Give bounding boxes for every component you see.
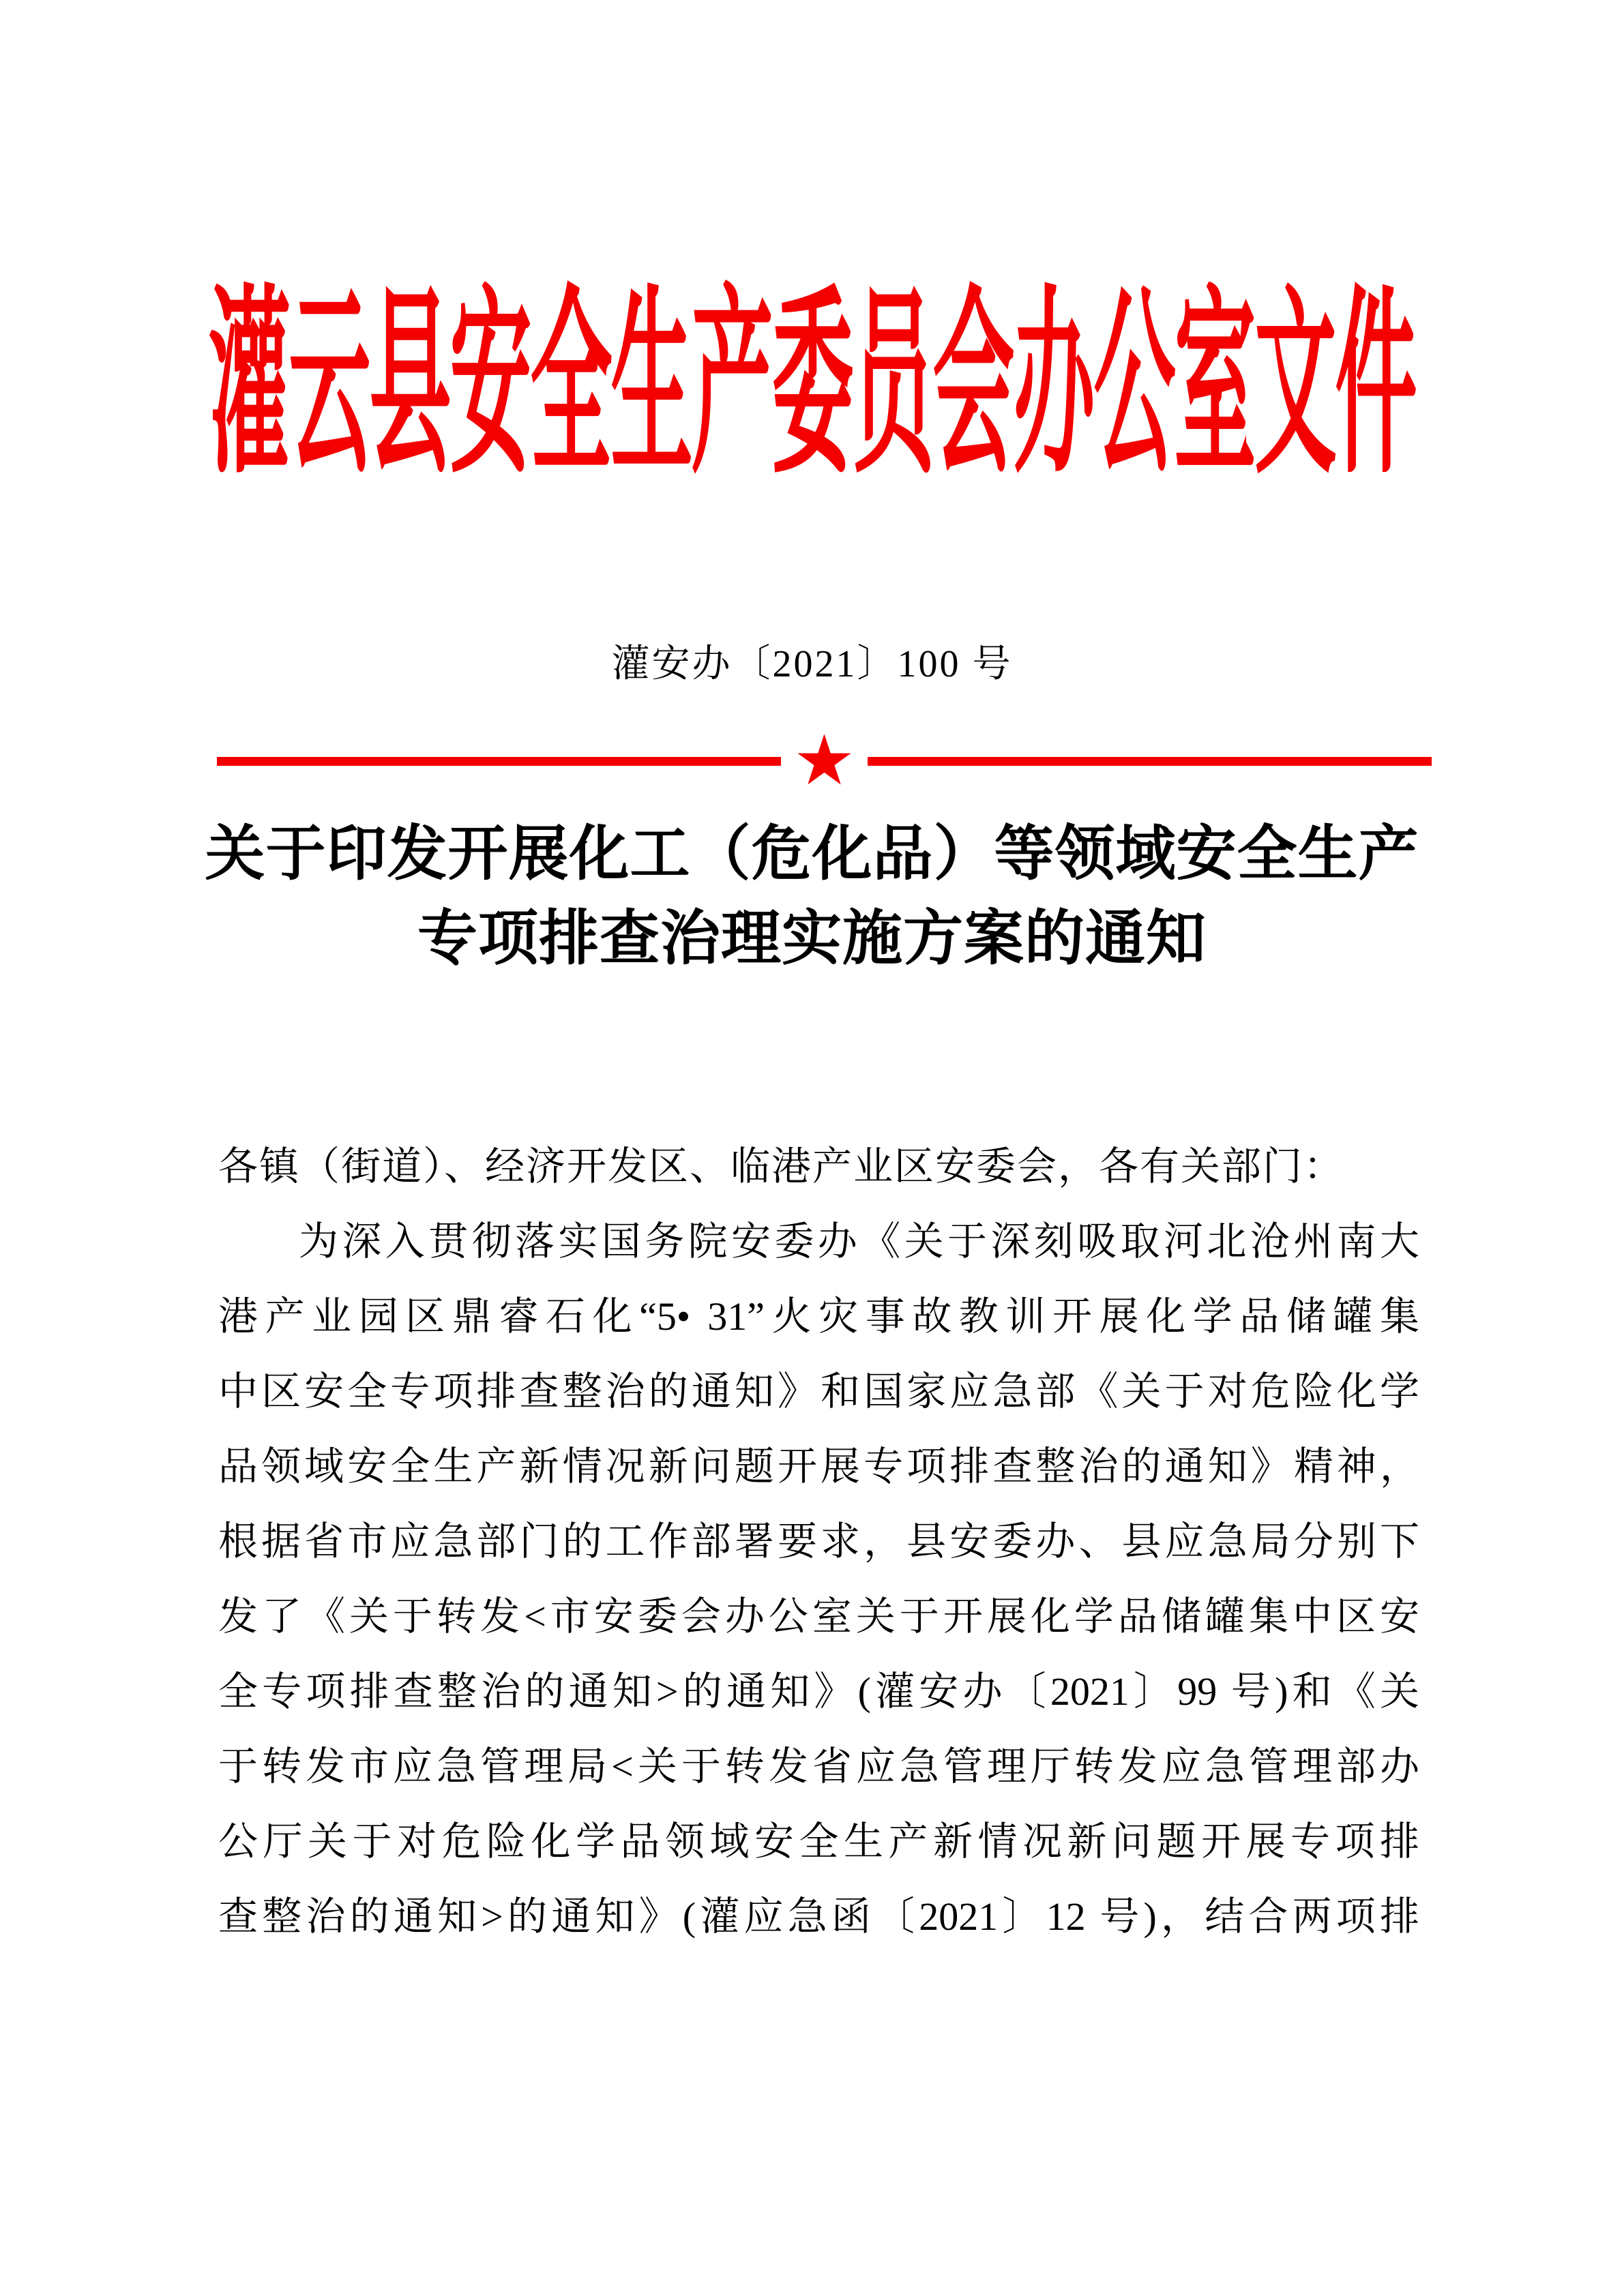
org-title-banner bbox=[0, 266, 1624, 497]
red-rule-right bbox=[868, 757, 1432, 766]
red-rule-left bbox=[217, 757, 781, 766]
body-line: 发了《关于转发<市安委会办公室关于开展化学品储罐集中区安 bbox=[218, 1594, 1419, 1639]
org-title-text: 灌云县安全生产委员会办公室文件 bbox=[208, 274, 1416, 497]
body-line: 为深入贯彻落实国务院安委办《关于深刻吸取河北沧州南大 bbox=[299, 1219, 1419, 1264]
body-line: 全专项排查整治的通知>的通知》(灌安办〔2021〕99 号)和《关 bbox=[218, 1669, 1419, 1714]
document-body bbox=[218, 1129, 1419, 1954]
document-title bbox=[0, 813, 1624, 982]
body-line: 品领域安全生产新情况新问题开展专项排查整治的通知》精神， bbox=[218, 1444, 1419, 1489]
red-divider-rule bbox=[217, 720, 1432, 801]
body-line: 中区安全专项排查整治的通知》和国家应急部《关于对危险化学 bbox=[218, 1369, 1419, 1414]
document-title-line-1: 关于印发开展化工（危化品）等领域安全生产 bbox=[205, 822, 1419, 888]
star-icon: ★ bbox=[793, 720, 856, 801]
doc-number: 灌安办〔2021〕100 号 bbox=[611, 643, 1013, 685]
body-line: 根据省市应急部门的工作部署要求，县安委办、县应急局分别下 bbox=[218, 1519, 1419, 1564]
salutation-line: 各镇（街道）、经济开发区、临港产业区安委会，各有关部门： bbox=[218, 1144, 1345, 1189]
body-line: 公厅关于对危险化学品领域安全生产新情况新问题开展专项排 bbox=[218, 1819, 1419, 1864]
body-line: 港产业园区鼎睿石化“5• 31”火灾事故教训开展化学品储罐集 bbox=[218, 1294, 1419, 1339]
body-line: 于转发市应急管理局<关于转发省应急管理厅转发应急管理部办 bbox=[218, 1744, 1419, 1789]
document-title-line-2: 专项排查治理实施方案的通知 bbox=[417, 906, 1207, 972]
body-line: 查整治的通知>的通知》(灌应急函〔2021〕12 号)，结合两项排 bbox=[218, 1894, 1419, 1939]
